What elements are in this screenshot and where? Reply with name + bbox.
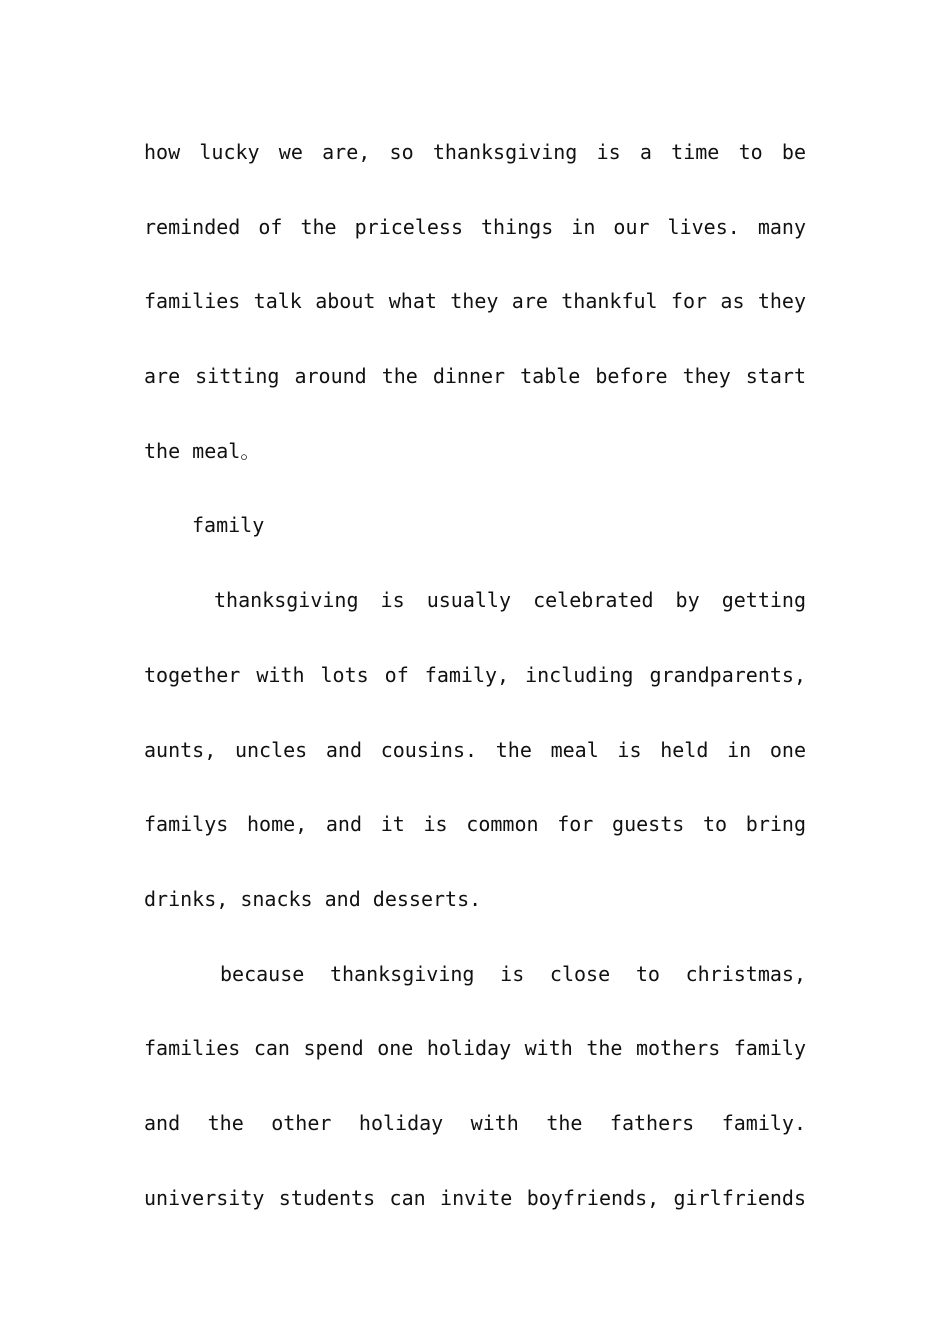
- text-line: university students can invite boyfriends, girlfriends: [144, 1185, 806, 1210]
- text-line: because thanksgiving is close to christmas,: [220, 961, 806, 986]
- text-line: thanksgiving is usually celebrated by getting: [214, 588, 806, 613]
- text-line: familys home, and it is common for guests to bring: [144, 812, 806, 837]
- text-line: and the other holiday with the fathers family.: [144, 1110, 806, 1135]
- text-line: drinks, snacks and desserts.: [144, 886, 482, 911]
- body-text: [144, 115, 806, 1235]
- text-line: the meal。: [144, 438, 261, 463]
- text-line: together with lots of family, including grandparents,: [144, 662, 806, 687]
- text-line: families talk about what they are thankful for as they: [144, 289, 806, 314]
- text-line: reminded of the priceless things in our lives. many: [144, 214, 806, 239]
- text-line: families can spend one holiday with the mothers family: [144, 1036, 806, 1061]
- text-line: are sitting around the dinner table before they start: [144, 364, 806, 389]
- text-line: how lucky we are, so thanksgiving is a time to be: [144, 140, 806, 164]
- section-heading: family: [192, 513, 265, 538]
- text-line: aunts, uncles and cousins. the meal is held in one: [144, 737, 806, 762]
